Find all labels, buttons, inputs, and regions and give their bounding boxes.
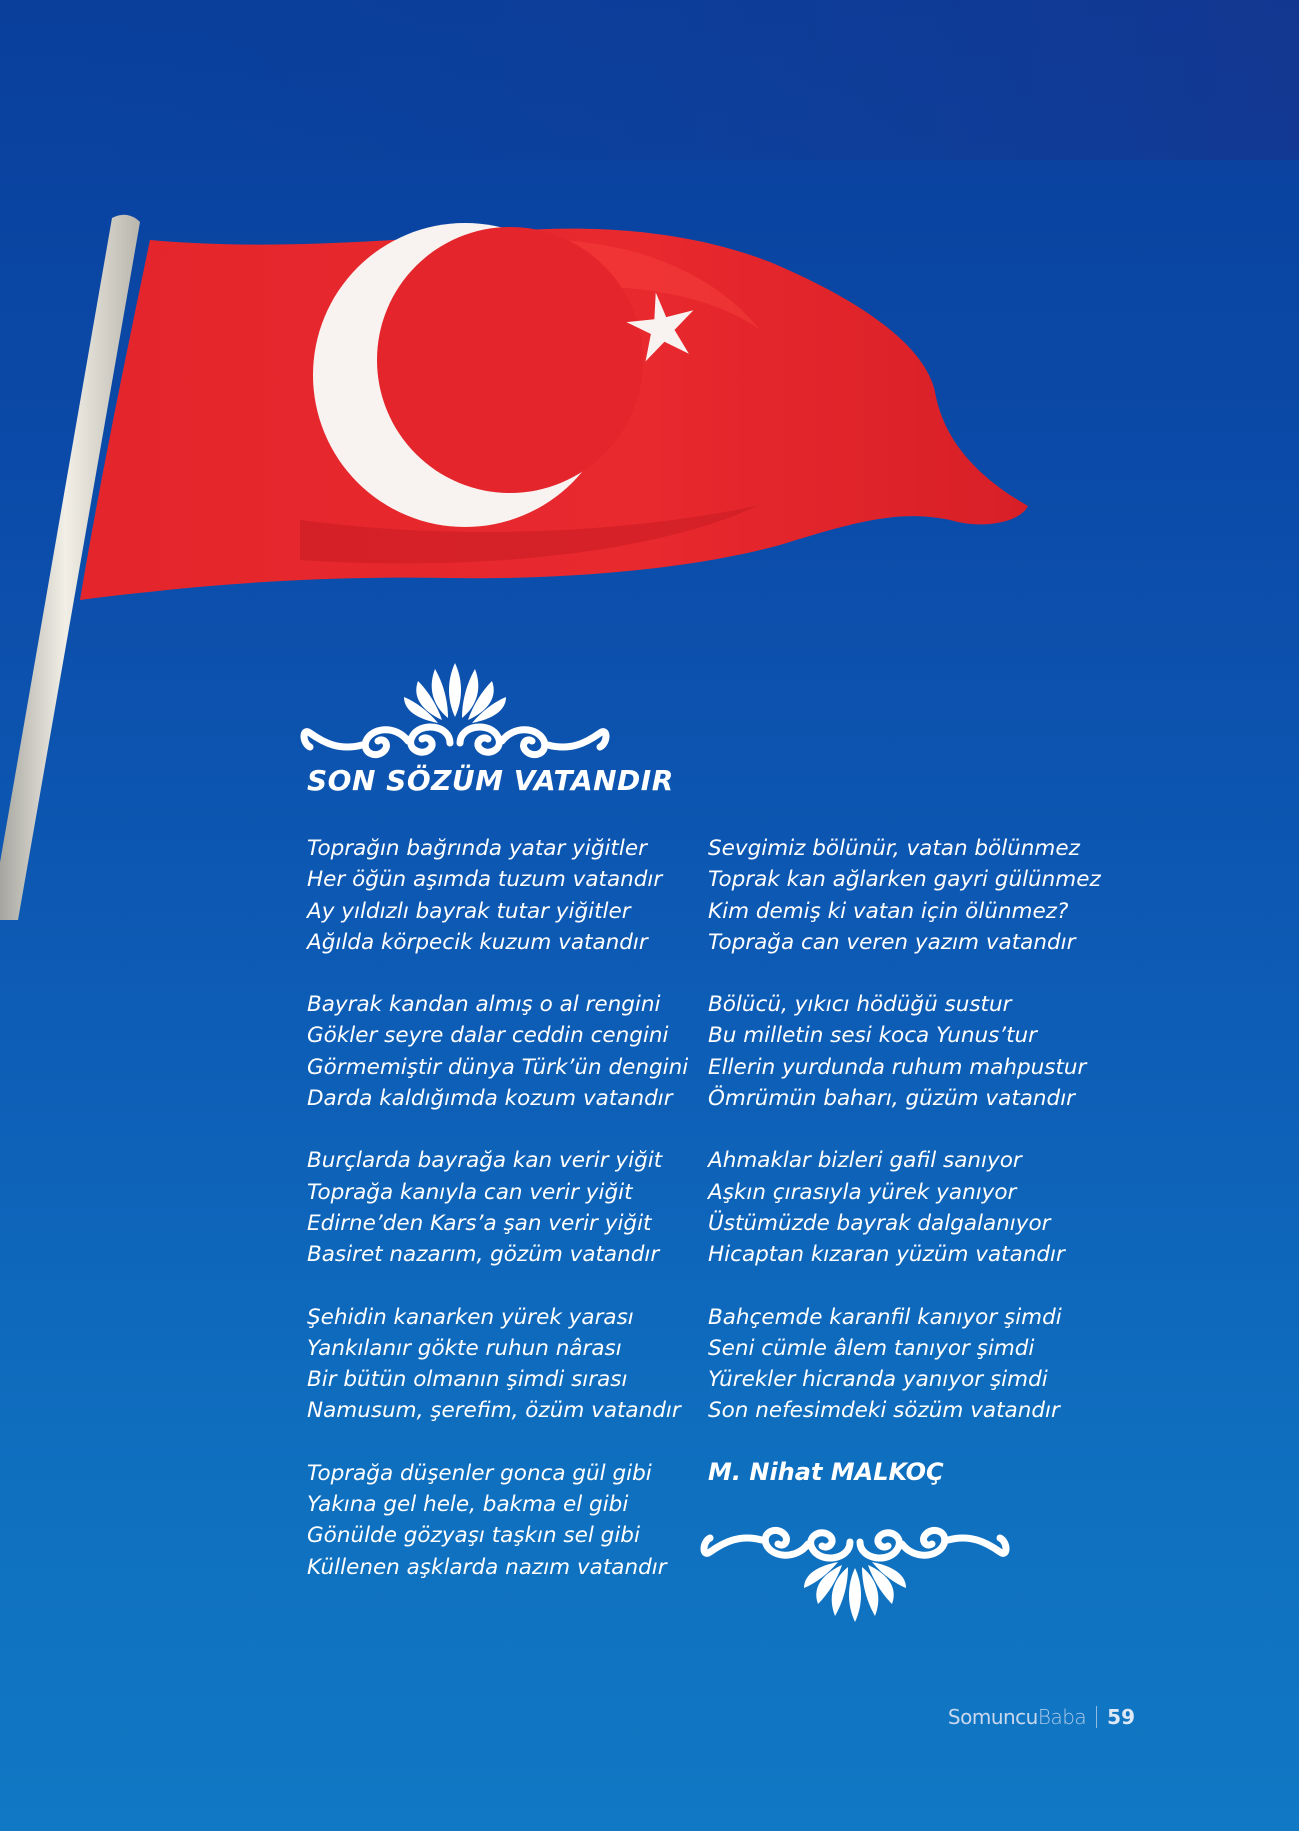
footer-divider bbox=[1096, 1706, 1097, 1728]
poem-left-column bbox=[307, 833, 707, 1614]
poem-stanza bbox=[307, 833, 707, 958]
poem-stanza bbox=[708, 989, 1108, 1114]
poem-line: Edirne’den Kars’a şan verir yiğit bbox=[307, 1210, 652, 1236]
poem-line: Ay yıldızlı bayrak tutar yiğitler bbox=[307, 898, 631, 924]
poem-right-column bbox=[708, 833, 1108, 1488]
poem-line: Şehidin kanarken yürek yarası bbox=[307, 1304, 634, 1330]
footer-brand-part1: Somuncu bbox=[947, 1705, 1038, 1729]
page-footer bbox=[948, 1705, 1135, 1729]
poem-line: Bahçemde karanfil kanıyor şimdi bbox=[708, 1304, 1062, 1330]
poem-line: Aşkın çırasıyla yürek yanıyor bbox=[708, 1179, 1017, 1205]
poem-line: Toprağa can veren yazım vatandır bbox=[708, 929, 1076, 955]
poem-author: M. Nihat MALKOÇ bbox=[708, 1457, 944, 1486]
poem-line: Her öğün aşımda tuzum vatandır bbox=[307, 867, 663, 893]
poem-line: Son nefesimdeki sözüm vatandır bbox=[708, 1398, 1060, 1424]
poem-stanza bbox=[307, 989, 707, 1114]
poem-line: Bu milletin sesi koca Yunus’tur bbox=[708, 1023, 1038, 1049]
poem-line: Toprak kan ağlarken gayri gülünmez bbox=[708, 867, 1101, 893]
poem-line: Toprağın bağrında yatar yiğitler bbox=[307, 836, 647, 861]
poem-stanza bbox=[307, 1458, 707, 1583]
poem-line: Namusum, şerefim, özüm vatandır bbox=[307, 1398, 681, 1424]
poem-line: Ellerin yurdunda ruhum mahpustur bbox=[708, 1054, 1087, 1080]
poem-stanza bbox=[307, 1302, 707, 1427]
poem-line: Yakına gel hele, bakma el gibi bbox=[307, 1492, 629, 1518]
poem-title: SON SÖZÜM VATANDIR bbox=[307, 764, 674, 797]
poem-line: Sevgimiz bölünür, vatan bölünmez bbox=[708, 836, 1080, 861]
top-ornament-icon bbox=[300, 655, 610, 765]
poem-line: Bölücü, yıkıcı hödüğü sustur bbox=[708, 992, 1012, 1018]
poem-line: Hicaptan kızaran yüzüm vatandır bbox=[708, 1242, 1065, 1268]
poem-line: Seni cümle âlem tanıyor şimdi bbox=[708, 1335, 1035, 1361]
poem-line: Ömrümün baharı, güzüm vatandır bbox=[708, 1086, 1076, 1112]
poem-line: Darda kaldığımda kozum vatandır bbox=[307, 1086, 673, 1112]
poem-line: Basiret nazarım, gözüm vatandır bbox=[307, 1242, 660, 1268]
poem-line: Toprağa kanıyla can verir yiğit bbox=[307, 1179, 633, 1205]
poem-line: Ahmaklar bizleri gafil sanıyor bbox=[708, 1148, 1022, 1174]
poem-line: Görmemiştir dünya Türk’ün dengini bbox=[307, 1054, 689, 1080]
footer-brand-part2: Baba bbox=[1037, 1705, 1087, 1729]
poem-line: Küllenen aşklarda nazım vatandır bbox=[307, 1554, 667, 1580]
poem-stanza bbox=[708, 833, 1108, 958]
poem-line: Kim demiş ki vatan için ölünmez? bbox=[708, 898, 1069, 924]
poem-line: Bir bütün olmanın şimdi sırası bbox=[307, 1367, 628, 1393]
poem-line: Ağılda körpecik kuzum vatandır bbox=[307, 929, 648, 955]
poem-line: Yankılanır gökte ruhun nârası bbox=[307, 1335, 622, 1361]
poem-line: Toprağa düşenler gonca gül gibi bbox=[307, 1460, 652, 1486]
poem-stanza bbox=[708, 1145, 1108, 1270]
poem-line: Gökler seyre dalar ceddin cengini bbox=[307, 1023, 669, 1049]
poem-line: Bayrak kandan almış o al rengini bbox=[307, 992, 661, 1018]
bottom-ornament-icon bbox=[700, 1520, 1010, 1630]
poem-line: Burçlarda bayrağa kan verir yiğit bbox=[307, 1148, 663, 1174]
poem-line: Yürekler hicranda yanıyor şimdi bbox=[708, 1367, 1048, 1393]
poem-line: Gönülde gözyaşı taşkın sel gibi bbox=[307, 1523, 640, 1549]
poem-stanza bbox=[307, 1145, 707, 1270]
poem-line: Üstümüzde bayrak dalgalanıyor bbox=[708, 1210, 1051, 1236]
page-number: 59 bbox=[1107, 1705, 1135, 1729]
poem-stanza bbox=[708, 1302, 1108, 1427]
